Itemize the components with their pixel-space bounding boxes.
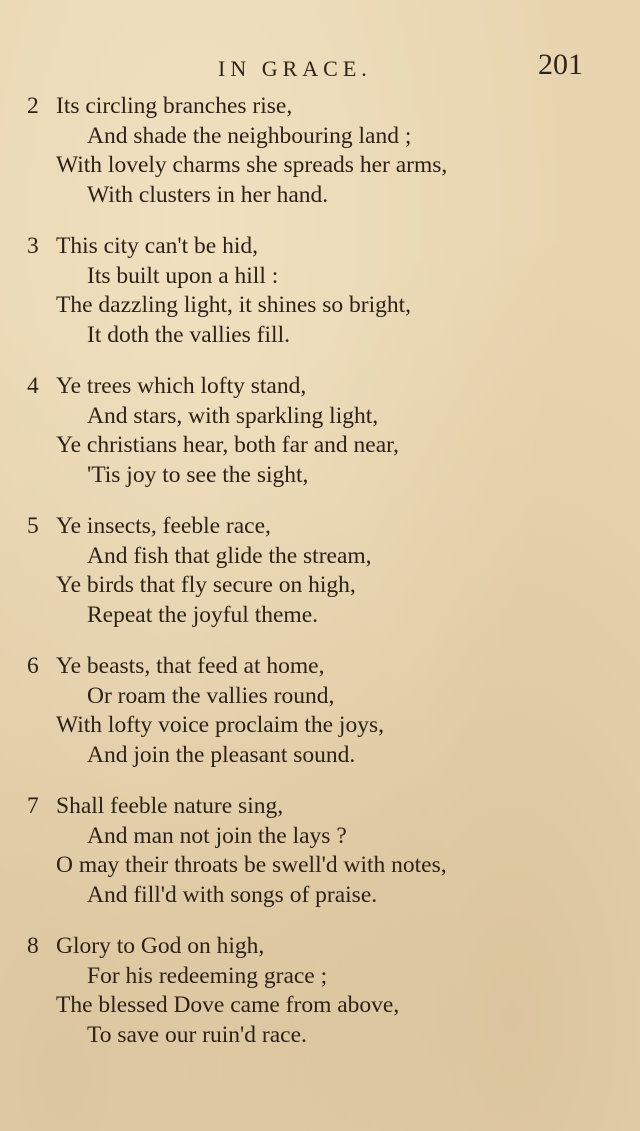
- running-head: [0, 50, 640, 90]
- verse-line: And fill'd with songs of praise.: [87, 881, 378, 908]
- stanza-number: 4: [27, 373, 39, 399]
- verse-line: 'Tis joy to see the sight,: [87, 461, 309, 488]
- verse-line: With clusters in her hand.: [87, 181, 329, 208]
- verse-line: Glory to God on high,: [56, 933, 265, 959]
- verse-line: The dazzling light, it shines so bright,: [56, 292, 412, 318]
- verse-line: Ye trees which lofty stand,: [56, 373, 307, 399]
- verse-line: With lofty voice proclaim the joys,: [56, 712, 384, 738]
- verse-line: Ye insects, feeble race,: [56, 513, 271, 539]
- stanza-number: 3: [27, 233, 39, 259]
- verse-line: This city can't be hid,: [56, 233, 258, 259]
- verse-line: To save our ruin'd race.: [87, 1021, 307, 1048]
- verse-line: Repeat the joyful theme.: [87, 601, 319, 628]
- verse-line: And stars, with sparkling light,: [87, 402, 379, 429]
- verse-line: The blessed Dove came from above,: [56, 992, 400, 1018]
- verse-line: And shade the neighbouring land ;: [87, 122, 412, 149]
- verse-line: O may their throats be swell'd with notes,: [56, 852, 447, 878]
- stanza: [0, 932, 640, 1050]
- verse-line: Or roam the vallies round,: [87, 682, 335, 709]
- stanza-number: 6: [27, 653, 39, 679]
- verse-line: Ye christians hear, both far and near,: [56, 432, 399, 458]
- verse-line: And join the pleasant sound.: [87, 741, 356, 768]
- stanza-number: 5: [27, 513, 39, 539]
- verse-line: Its circling branches rise,: [56, 93, 293, 119]
- stanza: [0, 792, 640, 910]
- stanza-number: 8: [27, 933, 39, 959]
- verse-line: Shall feeble nature sing,: [56, 793, 284, 819]
- verse-line: With lovely charms she spreads her arms,: [56, 152, 448, 178]
- verse-line: For his redeeming grace ;: [87, 962, 328, 989]
- verse-line: And man not join the lays ?: [87, 822, 347, 849]
- stanza: [0, 232, 640, 350]
- stanza: [0, 512, 640, 630]
- verse-line: Ye birds that fly secure on high,: [56, 572, 356, 598]
- verse-line: Its built upon a hill :: [87, 262, 279, 289]
- verse-line: Ye beasts, that feed at home,: [56, 653, 325, 679]
- stanza: [0, 372, 640, 490]
- verse-line: And fish that glide the stream,: [87, 542, 372, 569]
- verse-line: It doth the vallies fill.: [87, 321, 290, 348]
- hymn-text: [0, 92, 640, 1072]
- stanza-number: 2: [27, 93, 39, 119]
- stanza-number: 7: [27, 793, 39, 819]
- stanza: [0, 92, 640, 210]
- running-head-title: IN GRACE.: [218, 56, 372, 81]
- page-number: 201: [538, 48, 583, 81]
- stanza: [0, 652, 640, 770]
